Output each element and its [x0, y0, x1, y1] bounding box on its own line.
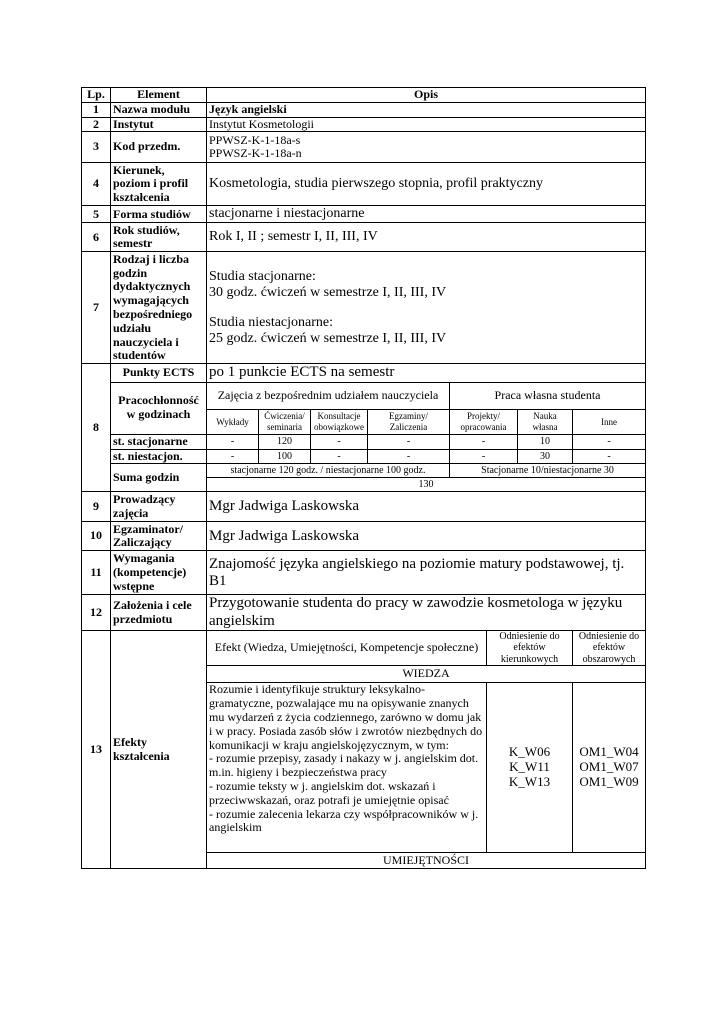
- effect-column-header: Efekt (Wiedza, Umiejętności, Kompetencje społeczne): [207, 630, 487, 666]
- row-number: 11: [82, 551, 111, 595]
- row-label: Rok studiów, semestr: [111, 223, 207, 252]
- table-cell: 120: [259, 434, 311, 449]
- row-label: Kod przedm.: [111, 132, 207, 163]
- field-reference-header: Odniesienie do efektów kierunkowych: [487, 630, 573, 666]
- knowledge-heading: WIEDZA: [207, 666, 646, 683]
- row-13-header: [82, 630, 646, 666]
- self-study-header: Praca własna studenta: [450, 382, 646, 409]
- skills-heading: UMIEJĘTNOŚCI: [207, 853, 646, 869]
- row-number: 8: [82, 364, 111, 492]
- table-cell: -: [311, 434, 368, 449]
- row-number: 1: [82, 102, 111, 117]
- sum-self-study: Stacjonarne 10/niestacjonarne 30: [450, 464, 646, 478]
- stationary-hours: Studia stacjonarne: 30 godz. ćwiczeń w semestrze I, II, III, IV: [209, 268, 447, 300]
- row-number: 3: [82, 132, 111, 163]
- row-8-nonstationary: [82, 449, 646, 464]
- header-element: Element: [111, 88, 207, 103]
- workload-label: Pracochłonność w godzinach: [111, 382, 207, 434]
- institute-value: Instytut Kosmetologii: [207, 117, 646, 132]
- row-label: Rodzaj i liczba godzin dydaktycznych wymagających bezpośredniego udziału nauczyciela i studentów: [111, 252, 207, 364]
- table-cell: -: [450, 449, 518, 464]
- row-8-groups: [82, 382, 646, 409]
- objectives-value: Przygotowanie studenta do pracy w zawodzie kosmetologa w języku angielskim: [207, 595, 646, 631]
- row-label: Prowadzący zajęcia: [111, 492, 207, 522]
- row-label: Instytut: [111, 117, 207, 132]
- row-6: [82, 223, 646, 252]
- table-cell: -: [311, 449, 368, 464]
- non-stationary-label: st. niestacjon.: [111, 449, 207, 464]
- col-exercises: Ćwiczenia/ seminaria: [259, 409, 311, 434]
- sum-total: 130: [207, 478, 646, 492]
- row-number: 4: [82, 163, 111, 206]
- header-row: [82, 88, 646, 103]
- col-lectures: Wykłady: [207, 409, 259, 434]
- row-8-sum: [82, 464, 646, 478]
- examiner-value: Mgr Jadwiga Laskowska: [207, 522, 646, 551]
- row-number: 6: [82, 223, 111, 252]
- row-4: [82, 163, 646, 206]
- table-cell: -: [207, 434, 259, 449]
- field-of-study-value: Kosmetologia, studia pierwszego stopnia, profil praktyczny: [207, 163, 646, 206]
- year-semester-value: Rok I, II ; semestr I, II, III, IV: [207, 223, 646, 252]
- row-7: [82, 252, 646, 364]
- row-8-ects: [82, 364, 646, 382]
- table-cell: 30: [518, 449, 573, 464]
- row-label: Wymagania (kompetencje) wstępne: [111, 551, 207, 595]
- header-lp: Lp.: [82, 88, 111, 103]
- sum-teacher-hours: stacjonarne 120 godz. / niestacjonarne 100 godz.: [207, 464, 450, 478]
- row-number: 2: [82, 117, 111, 132]
- row-11: [82, 551, 646, 595]
- prerequisites-value: Znajomość języka angielskiego na poziomie matury podstawowej, tj. B1: [207, 551, 646, 595]
- row-number: 7: [82, 252, 111, 364]
- row-label: Kierunek, poziom i profil kształcenia: [111, 163, 207, 206]
- row-number: 10: [82, 522, 111, 551]
- row-number: 9: [82, 492, 111, 522]
- row-number: 12: [82, 595, 111, 631]
- ects-label: Punkty ECTS: [111, 364, 207, 382]
- row-12: [82, 595, 646, 631]
- col-projects: Projekty/ opracowania: [450, 409, 518, 434]
- module-name: Język angielski: [207, 102, 646, 117]
- row-label: Nazwa modułu: [111, 102, 207, 117]
- area-reference-header: Odniesienie do efektów obszarowych: [573, 630, 646, 666]
- module-table: [81, 87, 646, 869]
- table-cell: -: [368, 434, 450, 449]
- header-opis: Opis: [207, 88, 646, 103]
- table-cell: -: [450, 434, 518, 449]
- row-2: [82, 117, 646, 132]
- row-10: [82, 522, 646, 551]
- row-9: [82, 492, 646, 522]
- table-cell: 100: [259, 449, 311, 464]
- table-cell: -: [207, 449, 259, 464]
- row-label: Założenia i cele przedmiotu: [111, 595, 207, 631]
- table-cell: -: [573, 449, 646, 464]
- stationary-label: st. stacjonarne: [111, 434, 207, 449]
- col-self-study: Nauka własna: [518, 409, 573, 434]
- row-5: [82, 206, 646, 223]
- sum-label: Suma godzin: [111, 464, 207, 492]
- row-number: 13: [82, 630, 111, 869]
- teaching-hours-value: [207, 252, 646, 364]
- row-8-stationary: [82, 434, 646, 449]
- row-label: Egzaminator/ Zaliczający: [111, 522, 207, 551]
- table-cell: -: [368, 449, 450, 464]
- table-cell: 10: [518, 434, 573, 449]
- row-label: Efekty kształcenia: [111, 630, 207, 869]
- study-form-value: stacjonarne i niestacjonarne: [207, 206, 646, 223]
- table-cell: -: [573, 434, 646, 449]
- col-other: Inne: [573, 409, 646, 434]
- ects-value: po 1 punkcie ECTS na semestr: [207, 364, 646, 382]
- teacher-hours-header: Zajęcia z bezpośrednim udziałem nauczyciela: [207, 382, 450, 409]
- area-reference-codes: OM1_W04 OM1_W07 OM1_W09: [573, 683, 646, 853]
- course-code-value: PPWSZ-K-1-18a-s PPWSZ-K-1-18a-n: [207, 132, 646, 163]
- field-reference-codes: K_W06 K_W11 K_W13: [487, 683, 573, 853]
- col-exams: Egzaminy/ Zaliczenia: [368, 409, 450, 434]
- row-1: [82, 102, 646, 117]
- effect-description: Rozumie i identyfikuje struktury leksykalno-gramatyczne, pozwalające mu na opisywanie znanych mu wydarzeń z życia codziennego, zarówno w domu jak i w pracy. Posiada zasób słów i zwrotów niezbędnych do komunikacji w kraju angielskojęzycznym, w tym: - rozumie przepisy, zasady i nakazy w j. angielskim dot. m.in. higieny i bezpieczeństwa pracy - rozumie teksty w j. angielskim dot. wskazań i przeciwwskazań, oraz potrafi je umiejętnie opisać - rozumie zalecenia lekarza czy współpracowników w j. angielskim: [207, 683, 487, 853]
- lecturer-value: Mgr Jadwiga Laskowska: [207, 492, 646, 522]
- row-3: [82, 132, 646, 163]
- row-number: 5: [82, 206, 111, 223]
- row-label: Forma studiów: [111, 206, 207, 223]
- col-consultations: Konsultacje obowiązkowe: [311, 409, 368, 434]
- non-stationary-hours: Studia niestacjonarne: 25 godz. ćwiczeń w semestrze I, II, III, IV: [209, 314, 447, 347]
